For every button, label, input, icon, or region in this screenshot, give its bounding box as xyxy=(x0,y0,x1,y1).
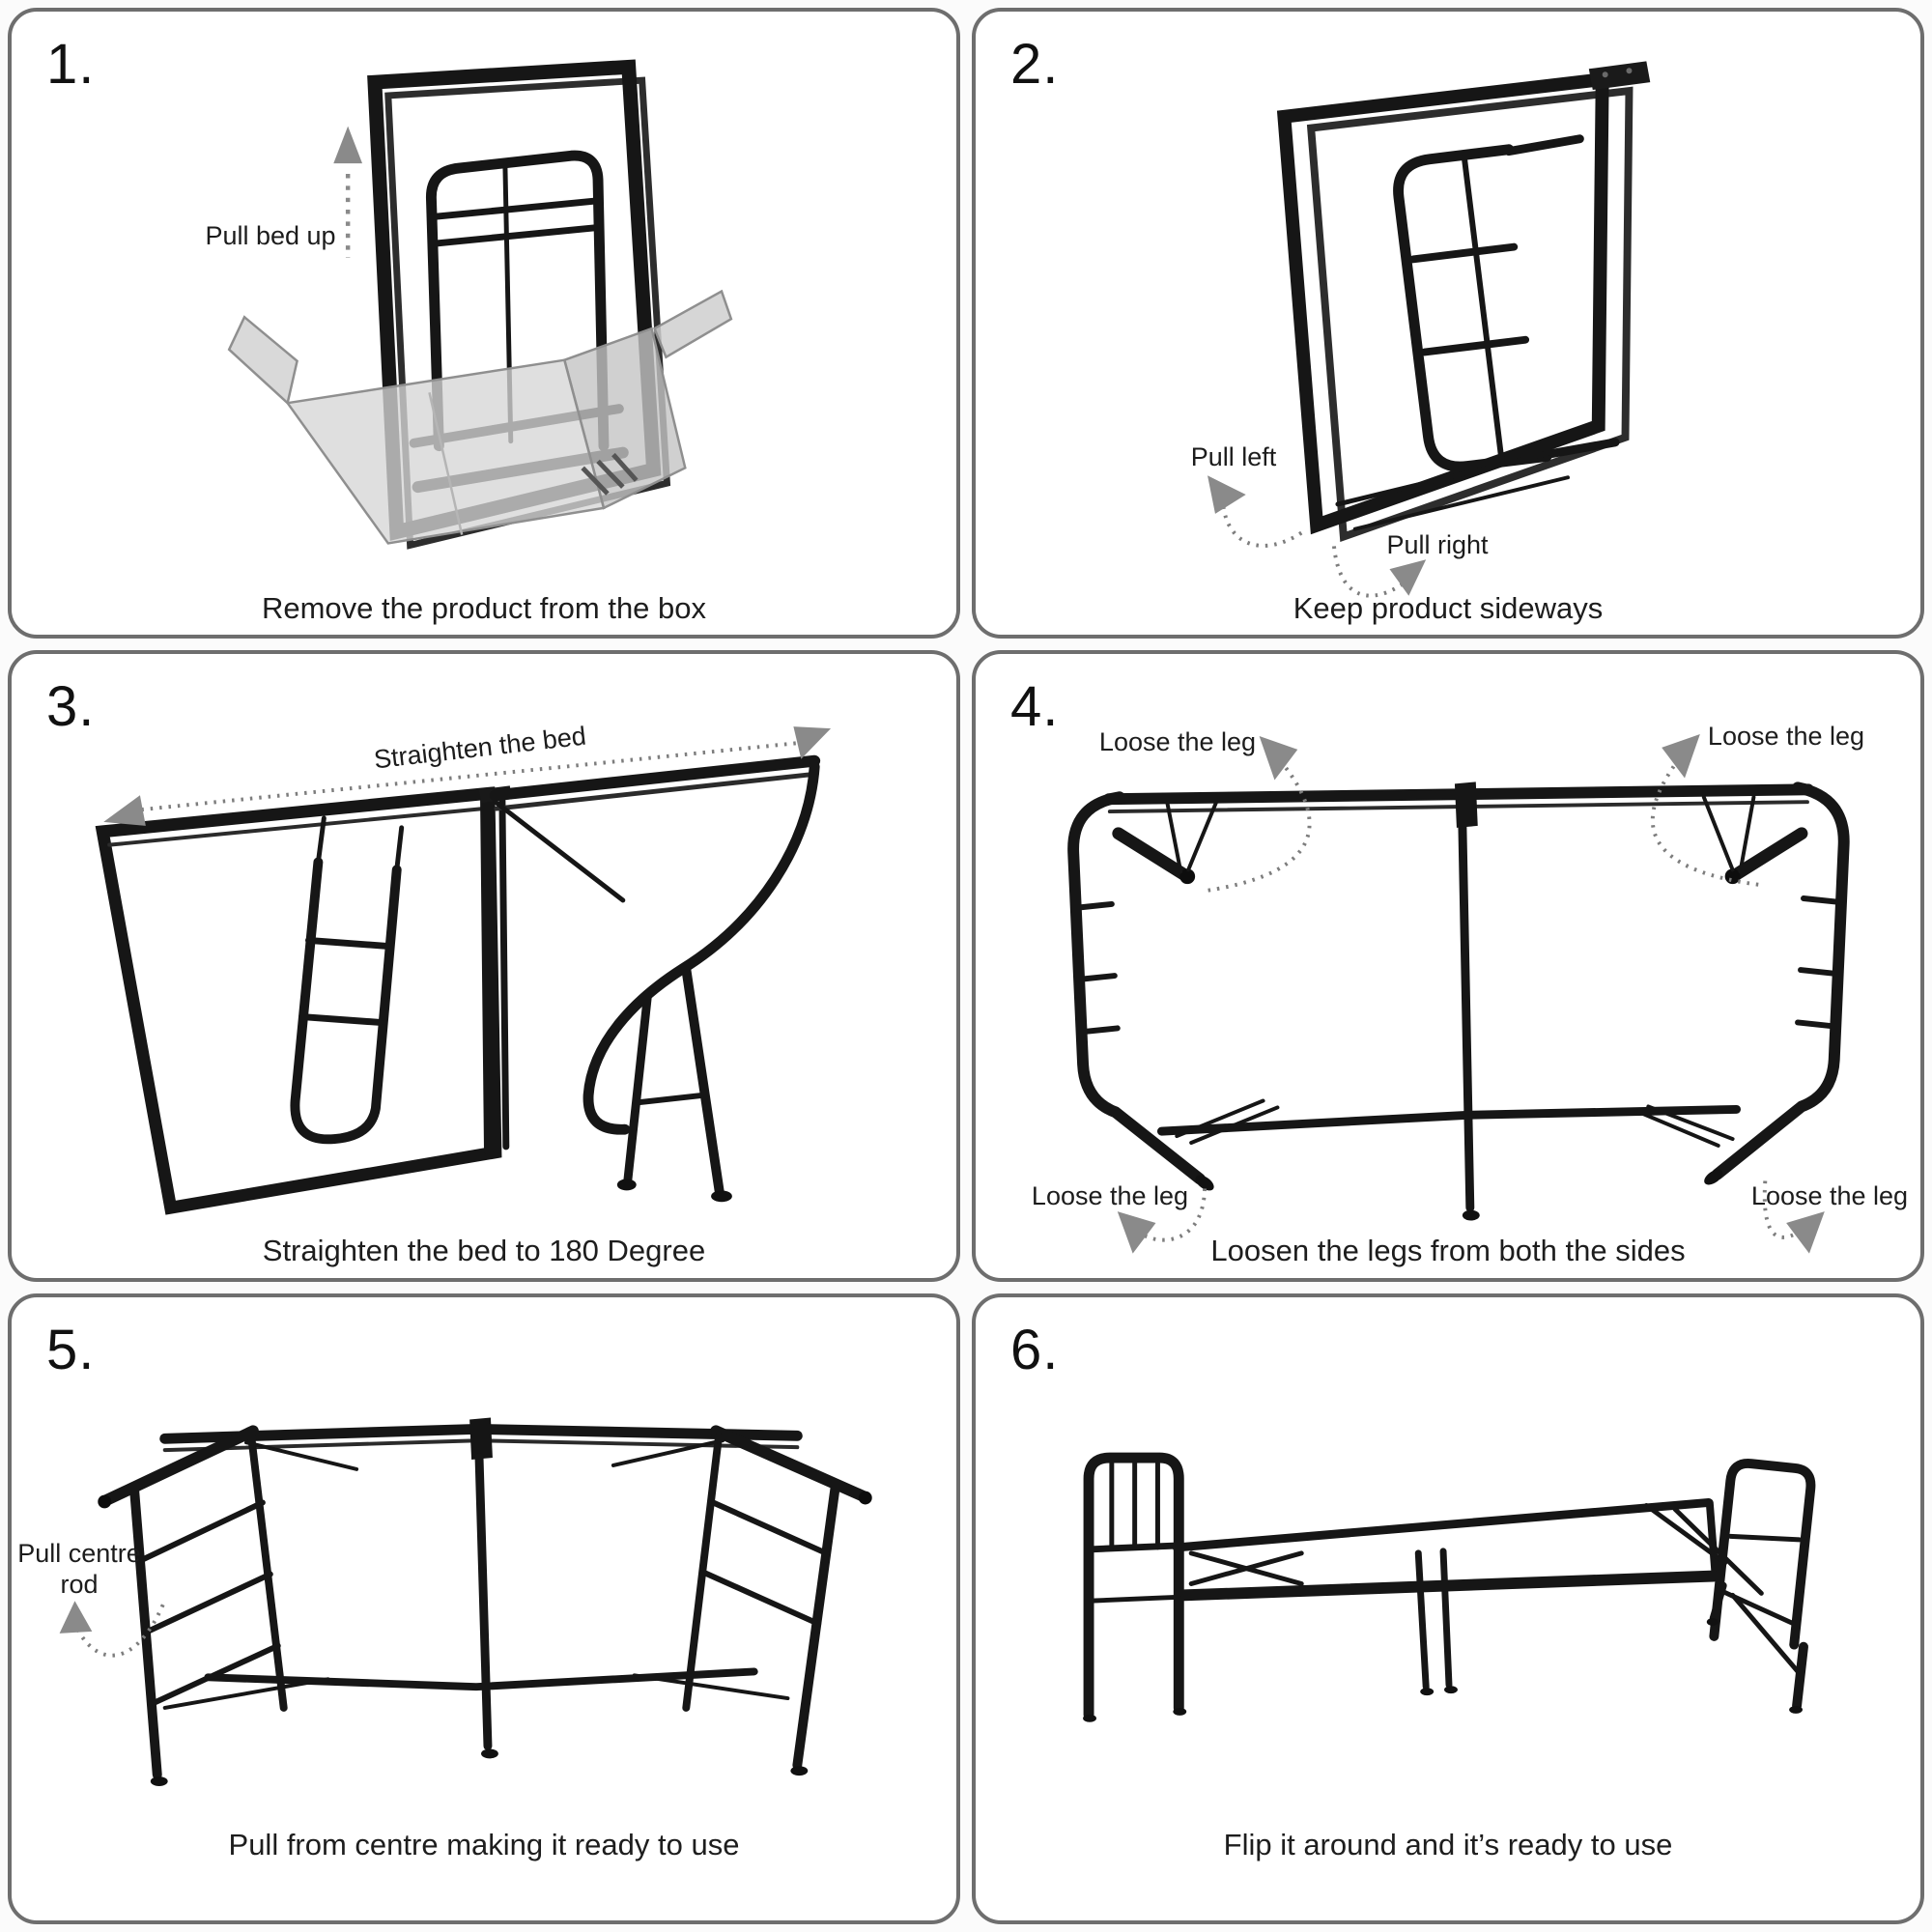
step-caption: Remove the product from the box xyxy=(261,591,707,625)
step-number: 2. xyxy=(1010,33,1060,96)
label-loose-the-leg-bottom-left: Loose the leg xyxy=(1031,1181,1189,1211)
step-number: 3. xyxy=(46,675,96,739)
step-caption: Loosen the legs from both the sides xyxy=(1210,1234,1686,1268)
label-pull-centre-rod: Pull centre rod xyxy=(17,1538,141,1599)
panel-step-3 xyxy=(8,650,960,1281)
panel-step-1 xyxy=(8,8,960,639)
bed-frame-inverted-open xyxy=(98,1417,871,1785)
folded-bed-sideways xyxy=(1284,61,1650,536)
half-open-bed xyxy=(102,761,814,1208)
panel-step-2 xyxy=(972,8,1924,639)
step-caption: Straighten the bed to 180 Degree xyxy=(262,1234,706,1268)
step-number: 4. xyxy=(1010,675,1060,739)
step-caption: Flip it around and it’s ready to use xyxy=(1223,1827,1673,1861)
label-pull-right: Pull right xyxy=(1386,530,1489,559)
label-pull-bed-up: Pull bed up xyxy=(205,221,336,250)
label-loose-the-leg-top-right: Loose the leg xyxy=(1707,722,1865,752)
label-pull-left: Pull left xyxy=(1190,442,1277,471)
bed-frame-inverted xyxy=(1073,782,1844,1221)
curved-arrow-left-icon xyxy=(1208,475,1301,546)
label-loose-the-leg-bottom-right: Loose the leg xyxy=(1750,1181,1909,1211)
panel-step-6 xyxy=(972,1293,1924,1924)
label-loose-the-leg-top-left: Loose the leg xyxy=(1098,727,1257,757)
panel-step-4 xyxy=(972,650,1924,1281)
step-number: 1. xyxy=(46,33,96,96)
cardboard-box xyxy=(229,292,731,544)
folded-bed-in-box-illustration xyxy=(12,12,956,635)
label-straighten-the-bed: Straighten the bed xyxy=(372,721,588,775)
step-number: 6. xyxy=(1010,1318,1060,1381)
panel-step-5 xyxy=(8,1293,960,1924)
step-number: 5. xyxy=(46,1318,96,1381)
step-caption: Keep product sideways xyxy=(1293,591,1604,625)
assembled-bed-frame xyxy=(1083,1458,1812,1722)
step-caption: Pull from centre making it ready to use xyxy=(228,1827,740,1861)
curved-arrow-top-left-icon xyxy=(1206,736,1310,891)
